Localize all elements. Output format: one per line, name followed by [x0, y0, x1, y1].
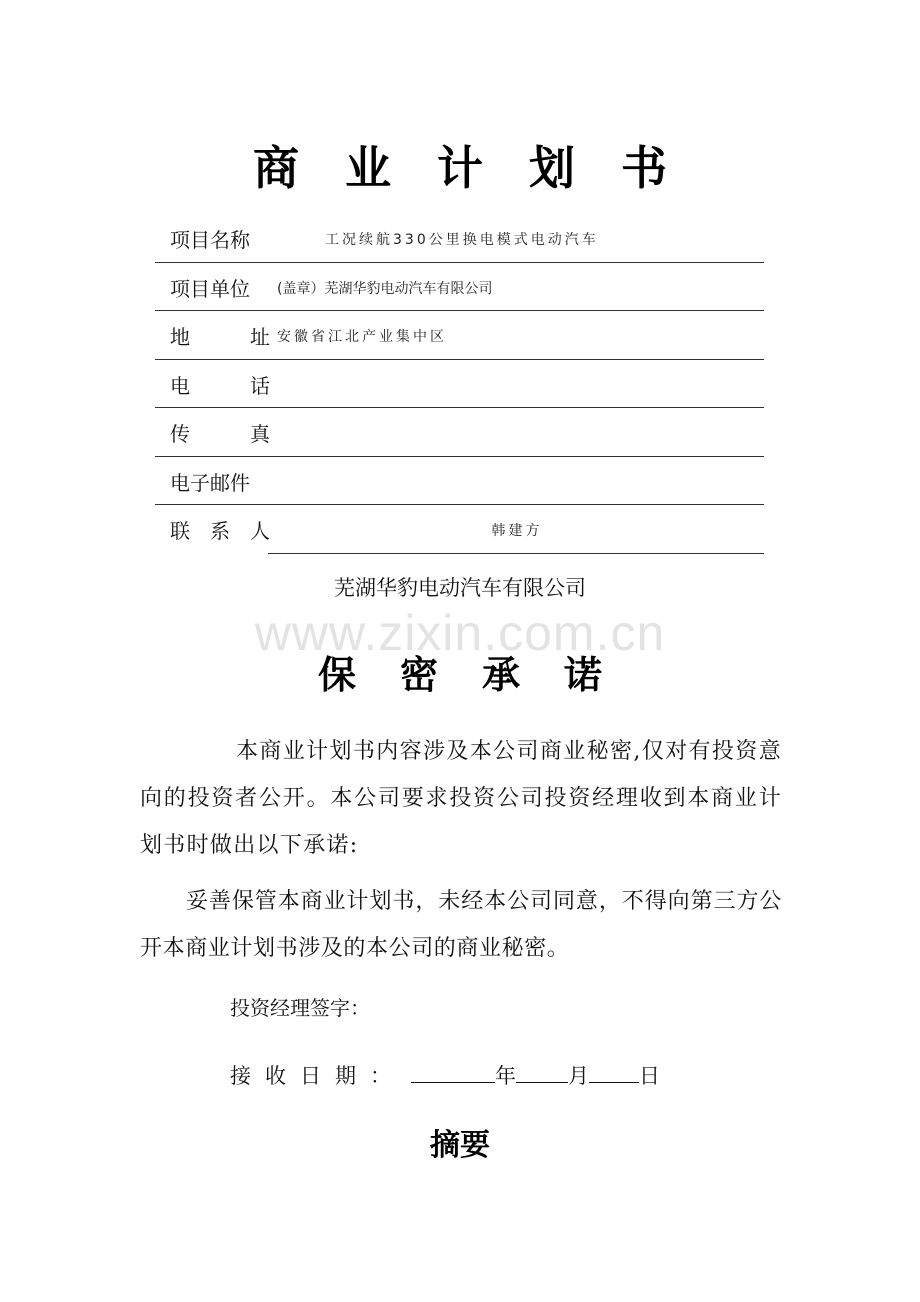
address-value: 安徽省江北产业集中区 — [277, 329, 447, 345]
project-name-value: 工况续航330公里换电模式电动汽车 — [325, 232, 599, 248]
confidentiality-title: 保密承诺 — [317, 652, 646, 697]
info-row-fax — [155, 408, 764, 457]
month-label: 月 — [568, 1064, 589, 1088]
date-label: 接收日期： — [230, 1064, 405, 1088]
day-blank — [589, 1060, 639, 1083]
info-row-phone — [155, 360, 764, 409]
day-label: 日 — [639, 1064, 660, 1088]
project-name-label: 项目名称 — [170, 228, 250, 252]
month-blank — [516, 1060, 568, 1083]
watermark: www.zixin.com.cn — [254, 605, 666, 661]
summary-heading: 摘要 — [430, 1128, 490, 1163]
project-unit-value: (盖章）芜湖华豹电动汽车有限公司 — [277, 280, 493, 297]
phone-label: 电 话 — [170, 373, 270, 398]
company-name: 芜湖华豹电动汽车有限公司 — [334, 576, 586, 600]
info-row-project-name — [155, 214, 764, 263]
info-row-address — [155, 311, 764, 360]
confidentiality-paragraph-1: 本商业计划书内容涉及本公司商业秘密,仅对有投资意向的投资者公开。本公司要求投资公司投资经理收到本商业计划书时做出以下承诺: — [140, 739, 782, 858]
project-info-table — [155, 214, 764, 554]
year-label: 年 — [495, 1064, 516, 1088]
divider-line — [268, 553, 764, 554]
document-title: 商业计划书 — [253, 141, 713, 195]
email-label: 电子邮件 — [170, 470, 250, 495]
info-row-project-unit — [155, 263, 764, 312]
confidentiality-paragraph-2: 妥善保管本商业计划书，未经本公司同意，不得向第三方公开本商业计划书涉及的本公司的商业秘密。 — [140, 889, 782, 961]
contact-value: 韩建方 — [491, 523, 543, 539]
fax-label: 传 真 — [170, 422, 270, 446]
receive-date-line — [230, 1060, 660, 1090]
address-label: 地 址 — [170, 325, 270, 349]
info-row-email — [155, 457, 764, 506]
project-unit-label: 项目单位 — [170, 276, 250, 301]
info-row-contact — [155, 505, 764, 554]
signature-label: 投资经理签字： — [230, 996, 370, 1020]
contact-label: 联 系 人 — [170, 519, 270, 543]
year-blank — [411, 1060, 495, 1083]
